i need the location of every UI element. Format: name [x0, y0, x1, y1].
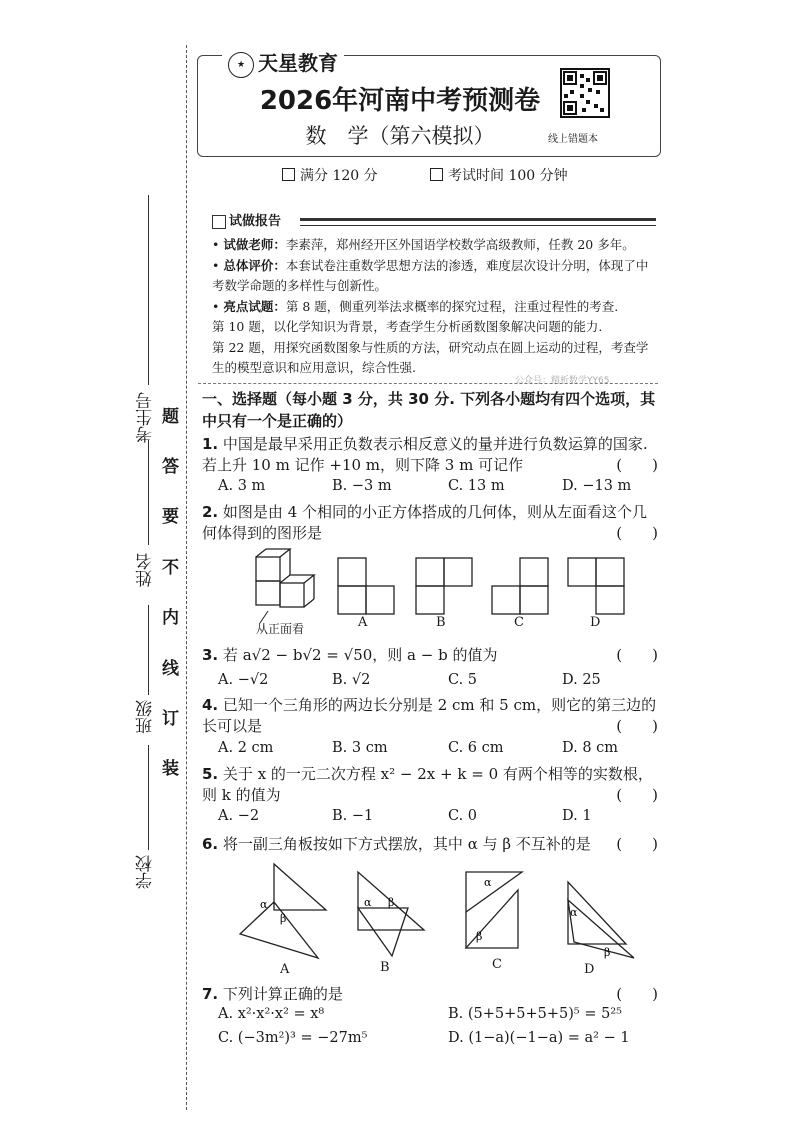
option-d[interactable]: D. 8 cm	[562, 740, 619, 756]
option-b[interactable]: B. 3 cm	[332, 740, 388, 756]
option-c[interactable]: C. 6 cm	[448, 740, 504, 756]
name-line	[148, 440, 149, 545]
alpha-label: α	[570, 906, 578, 919]
option-a[interactable]: A. x²·x²·x² = x⁸	[218, 1006, 325, 1022]
option-c[interactable]: C. (−3m²)³ = −27m⁵	[218, 1030, 368, 1046]
exam-time: 考试时间 100 分钟	[430, 165, 568, 185]
seal-char: 内	[162, 608, 179, 628]
cube-solid-figure	[248, 545, 328, 625]
report-body	[212, 235, 657, 379]
view-label-a: A	[358, 615, 368, 630]
option-c[interactable]: C. 0	[448, 808, 478, 824]
option-b[interactable]: B. √2	[332, 672, 371, 688]
section-title: 一、选择题（每小题 3 分，共 30 分. 下列各小题均有四个选项，其中只有一个是正确的）	[202, 390, 656, 430]
beta-label: β	[388, 896, 395, 909]
view-option-d[interactable]	[568, 558, 624, 614]
option-d[interactable]: D. 1	[562, 808, 592, 824]
binding-line	[186, 45, 187, 1110]
fig-label-c: C	[492, 957, 502, 972]
option-d[interactable]: D. 25	[562, 672, 601, 688]
option-a[interactable]: A. 3 m	[218, 478, 266, 494]
exam-subtitle: 数 学（第六模拟）	[305, 124, 495, 148]
option-c[interactable]: C. 5	[448, 672, 478, 688]
report-eval: • 总体评价：本套试卷注重数学思想方法的渗透，难度层次设计分明，体现了中考数学命题的多样性与创新性。	[212, 257, 649, 293]
report-rule	[300, 218, 656, 226]
report-icon	[212, 215, 226, 229]
school-label: 学校	[136, 855, 156, 889]
seal-char: 答	[162, 457, 179, 477]
full-score: 满分 120 分	[282, 165, 378, 185]
checkbox-icon	[282, 168, 295, 181]
option-a[interactable]: A. −√2	[218, 672, 269, 688]
fig-label-d: D	[584, 962, 595, 977]
answer-bracket[interactable]: ( )	[616, 524, 658, 542]
question-5: 5. 关于 x 的一元二次方程 x² − 2x + k = 0 有两个相等的实数根，则 k 的值为 ( )	[202, 765, 658, 804]
seal-char: 装	[162, 759, 179, 779]
beta-label: β	[604, 946, 611, 959]
view-label-b: B	[436, 615, 446, 630]
view-option-c[interactable]	[492, 558, 548, 614]
beta-label: β	[476, 930, 483, 943]
option-b[interactable]: B. −1	[332, 808, 374, 824]
view-label-c: C	[514, 615, 524, 630]
answer-bracket[interactable]: ( )	[616, 985, 658, 1003]
question-6: 6. 将一副三角板按如下方式摆放，其中 α 与 β 不互补的是 ( )	[202, 835, 658, 853]
triangle-figure-c[interactable]	[462, 870, 532, 950]
class-line	[148, 605, 149, 695]
star-icon: ★	[228, 52, 254, 78]
view-option-b[interactable]	[416, 558, 472, 614]
option-b[interactable]: B. −3 m	[332, 478, 392, 494]
fig-label-a: A	[280, 962, 290, 977]
checkbox-icon	[430, 168, 443, 181]
report-heading: 试做报告	[212, 210, 281, 229]
qr-label: 线上错题本	[548, 134, 598, 145]
front-view-label: 从正面看	[255, 622, 304, 636]
report-highlight-2: 第 10 题，以化学知识为背景，考查学生分析函数图象解决问题的能力.	[212, 319, 603, 334]
answer-bracket[interactable]: ( )	[616, 786, 658, 804]
qr-code-icon[interactable]	[560, 68, 610, 118]
triangle-figure-b[interactable]	[348, 870, 428, 958]
beta-label: β	[280, 912, 287, 925]
view-option-a[interactable]	[338, 558, 394, 614]
seal-char: 题	[162, 407, 179, 427]
triangle-figure-a[interactable]	[238, 862, 328, 960]
question-3: 3. 若 a√2 − b√2 = √50，则 a − b 的值为 ( )	[202, 646, 658, 664]
view-label-d: D	[590, 615, 601, 630]
answer-bracket[interactable]: ( )	[616, 835, 658, 853]
report-highlight: • 亮点试题：第 8 题，侧重列举法求概率的探究过程，注重过程性的考查.	[212, 298, 619, 314]
answer-bracket[interactable]: ( )	[616, 456, 658, 474]
answer-bracket[interactable]: ( )	[616, 646, 658, 664]
alpha-label: α	[484, 876, 492, 889]
section-divider	[198, 383, 658, 384]
question-4: 4. 已知一个三角形的两边长分别是 2 cm 和 5 cm，则它的第三边的长可以是 ( )	[202, 696, 658, 735]
option-a[interactable]: A. 2 cm	[218, 740, 274, 756]
report-highlight-3: 第 22 题，用探究函数图象与性质的方法，研究动点在圆上运动的过程，考查学生的模型意识和应用意识，综合性强.	[212, 339, 649, 375]
fig-label-b: B	[380, 960, 390, 975]
school-line	[148, 745, 149, 850]
seal-char: 不	[162, 558, 179, 578]
triangle-figure-d[interactable]	[560, 880, 640, 962]
watermark: 公众号：精析数学YY65	[515, 376, 610, 386]
alpha-label: α	[260, 898, 268, 911]
option-c[interactable]: C. 13 m	[448, 478, 505, 494]
report-teacher: • 试做老师：李素萍，郑州经开区外国语学校数学高级教师，任教 20 多年。	[212, 237, 635, 252]
option-a[interactable]: A. −2	[218, 808, 260, 824]
question-2: 2. 如图是由 4 个相同的小正方体搭成的几何体，则从左面看这个几何体得到的图形是 ( )	[202, 503, 658, 542]
class-label: 班级	[136, 700, 156, 734]
answer-bracket[interactable]: ( )	[616, 717, 658, 735]
question-1: 1. 中国是最早采用正负数表示相反意义的量并进行负数运算的国家. 若上升 10 m 记作 +10 m，则下降 3 m 可记作 ( )	[202, 435, 658, 474]
brand-logo: ★ 天星教育	[222, 47, 344, 78]
seal-char: 订	[162, 709, 179, 729]
seal-char: 要	[162, 507, 179, 527]
alpha-label: α	[364, 896, 372, 909]
seal-char: 线	[162, 659, 179, 679]
question-7: 7. 下列计算正确的是 ( )	[202, 985, 658, 1003]
option-d[interactable]: D. (1−a)(−1−a) = a² − 1	[448, 1030, 630, 1046]
name-label: 姓名	[136, 553, 156, 587]
option-d[interactable]: D. −13 m	[562, 478, 632, 494]
student-id-line	[148, 195, 149, 385]
student-id-label: 考生号	[136, 392, 156, 443]
exam-title: 2026年河南中考预测卷	[259, 86, 541, 116]
option-b[interactable]: B. (5+5+5+5+5)⁵ = 5²⁵	[448, 1006, 622, 1022]
